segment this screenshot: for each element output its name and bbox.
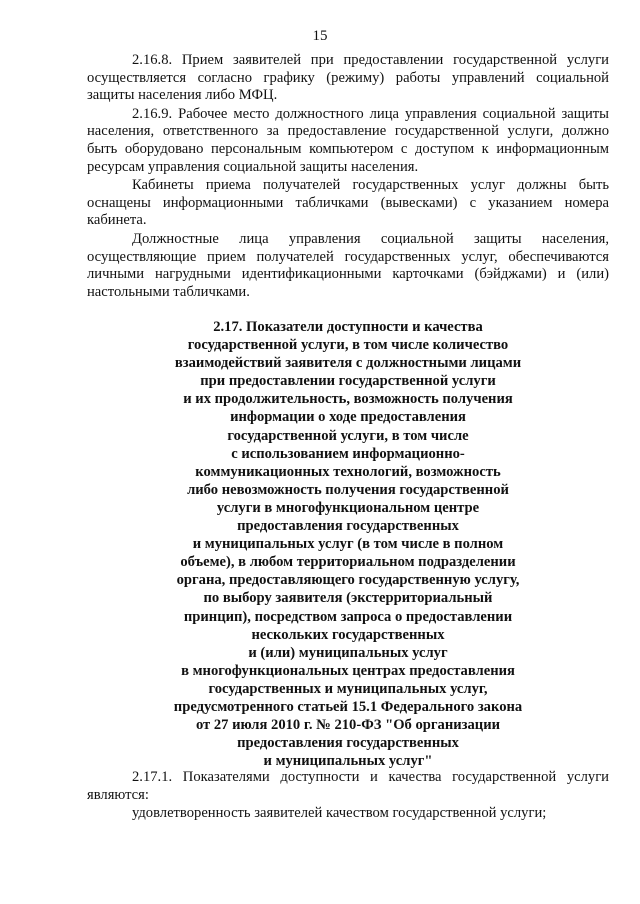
heading-line: информации о ходе предоставления xyxy=(230,409,466,426)
heading-line: взаимодействий заявителя с должностными лицами xyxy=(174,355,522,372)
heading-line: в многофункциональных центрах предоставления xyxy=(181,662,515,679)
heading-line: нескольких государственных xyxy=(251,626,445,643)
heading-line: с использованием информационно- xyxy=(231,445,465,462)
heading-line: объеме), в любом территориальном подразделении xyxy=(180,554,516,571)
heading-line: от 27 июля 2010 г. № 210-ФЗ "Об организации xyxy=(195,717,501,734)
heading-line: и муниципальных услуг" xyxy=(263,753,433,770)
paragraph-2-16-9: 2.16.9. Рабочее место должностного лица управления социальной защиты населения, ответственного за предоставление государственной услуги, должно быть оборудовано персональным компьютером с доступом к информационным ресурсам управления социальной защиты населения. xyxy=(87,105,609,175)
heading-line: государственной услуги, в том числе количество xyxy=(187,337,509,354)
section-heading-2-17 xyxy=(87,318,609,770)
heading-line: предоставления государственных xyxy=(237,518,459,535)
heading-line: предусмотренного статьей 15.1 Федерального закона xyxy=(173,698,523,715)
heading-line: и (или) муниципальных услуг xyxy=(248,644,448,661)
heading-line: и муниципальных услуг (в том числе в полном xyxy=(192,536,504,553)
heading-line: и их продолжительность, возможность получения xyxy=(183,391,513,408)
body-text xyxy=(87,52,609,301)
heading-line: коммуникационных технологий, возможность xyxy=(195,463,501,480)
paragraph-cabinets: Кабинеты приема получателей государственных услуг должны быть оснащены информационными табличками (вывесками) с указанием номера кабинета. xyxy=(87,177,609,229)
heading-line: органа, предоставляющего государственную услугу, xyxy=(176,572,520,589)
heading-line: государственных и муниципальных услуг, xyxy=(208,680,488,697)
paragraph-satisfaction: удовлетворенность заявителей качеством государственной услуги; xyxy=(132,805,547,822)
heading-line: при предоставлении государственной услуги xyxy=(200,373,496,390)
heading-line: услуги в многофункциональном центре xyxy=(216,499,480,516)
heading-line: принцип), посредством запроса о предоставлении xyxy=(183,608,513,625)
heading-line: предоставления государственных xyxy=(237,735,459,752)
heading-line: 2.17. Показатели доступности и качества xyxy=(213,319,483,335)
paragraph-2-16-8: 2.16.8. Прием заявителей при предоставлении государственной услуги осуществляется согласно графику (режиму) работы управлений социальной защиты населения либо МФЦ. xyxy=(87,52,609,104)
heading-line: либо невозможность получения государственной xyxy=(187,481,509,498)
heading-line: по выбору заявителя (экстерриториальный xyxy=(203,590,493,607)
heading-line: государственной услуги, в том числе xyxy=(227,427,469,444)
paragraph-officials: Должностные лица управления социальной защиты населения, осуществляющие прием получателей государственных услуг, обеспечиваются личными нагрудными идентификационными карточками (бэйджами) и (или) настольными табличками. xyxy=(87,230,609,300)
body-text-lower xyxy=(87,769,609,823)
paragraph-2-17-1: 2.17.1. Показателями доступности и качества государственной услуги являются: xyxy=(87,769,609,803)
page-number: 15 xyxy=(312,28,328,44)
